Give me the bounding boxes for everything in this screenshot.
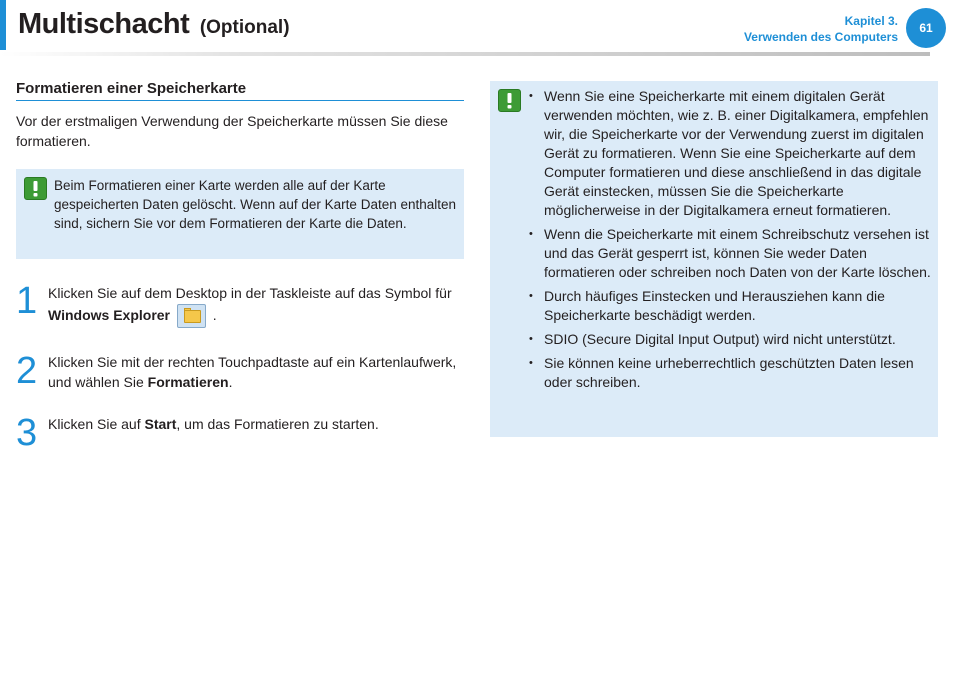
warning-note-text: Beim Formatieren einer Karte werden alle auf der Karte gespeicherten Daten gelöscht. Wenn auf der Karte Daten enthalten sind, sichern Sie vor dem Formatieren der Karte die Daten. — [54, 178, 457, 231]
step-number: 3 — [16, 412, 38, 454]
start-label: Start — [144, 416, 177, 432]
list-item: • Durch häufiges Einstecken und Herausziehen kann die Speicherkarte beschädigt werden. — [529, 287, 933, 325]
step-text-part: . — [228, 374, 233, 390]
section-title: Formatieren einer Speicherkarte — [16, 80, 464, 101]
chapter-label — [744, 13, 898, 45]
warning-exclamation-icon — [24, 177, 47, 200]
step-text-part: Klicken Sie auf dem Desktop in der Taskleiste auf das Symbol für — [48, 285, 452, 301]
header-divider — [0, 52, 930, 56]
page-number-badge: 61 — [906, 8, 946, 48]
intro-paragraph: Vor der erstmaligen Verwendung der Speicherkarte müssen Sie diese formatieren. — [16, 113, 448, 149]
step-text — [48, 282, 468, 328]
step-text-part: . — [208, 307, 217, 323]
header-accent-bar — [0, 0, 6, 50]
formatieren-label: Formatieren — [147, 374, 229, 390]
warning-exclamation-icon — [498, 89, 521, 112]
chapter-title: Verwenden des Computers — [743, 30, 898, 44]
chapter-number: Kapitel 3. — [844, 14, 898, 28]
page-title-main: Multischacht — [18, 8, 190, 40]
step-2 — [0, 352, 470, 402]
step-3 — [0, 414, 470, 464]
page-title — [18, 8, 290, 41]
page-title-subtitle: (Optional) — [199, 17, 290, 38]
step-text-part: Klicken Sie mit der rechten Touchpadtaste auf ein Kartenlaufwerk, und wählen Sie — [48, 354, 457, 390]
page-header — [0, 0, 954, 58]
step-number: 2 — [16, 350, 38, 392]
step-1 — [0, 282, 470, 332]
notes-list — [529, 87, 933, 397]
step-text-part: , um das Formatieren zu starten. — [176, 416, 379, 432]
step-text-part: Klicken Sie auf — [48, 416, 145, 432]
step-number: 1 — [16, 280, 38, 322]
windows-explorer-icon — [177, 304, 206, 328]
list-item: • Sie können keine urheberrechtlich geschützten Daten lesen oder schreiben. — [529, 354, 933, 392]
list-item: • Wenn Sie eine Speicherkarte mit einem digitalen Gerät verwenden möchten, wie z. B. einer Digitalkamera, empfehlen wir, die Speicherkarte vor der Verwendung zuerst im digitalen Gerät zu formatieren. Wenn Sie eine Speicherkarte auf dem Computer formatieren und diese anschließend in das digitale Gerät einstecken, müssen Sie die Speicherkarte möglicherweise in der Digitalkamera erneut formatieren. — [529, 87, 933, 220]
warning-note-box — [16, 169, 464, 259]
step-text — [48, 352, 468, 392]
list-item: • SDIO (Secure Digital Input Output) wird nicht unterstützt. — [529, 330, 933, 349]
step-text — [48, 414, 468, 434]
windows-explorer-label: Windows Explorer — [48, 307, 171, 323]
list-item: • Wenn die Speicherkarte mit einem Schreibschutz versehen ist und das Gerät gesperrt ist, können Sie weder Daten formatieren oder schreiben noch Daten von der Karte löschen. — [529, 225, 933, 282]
